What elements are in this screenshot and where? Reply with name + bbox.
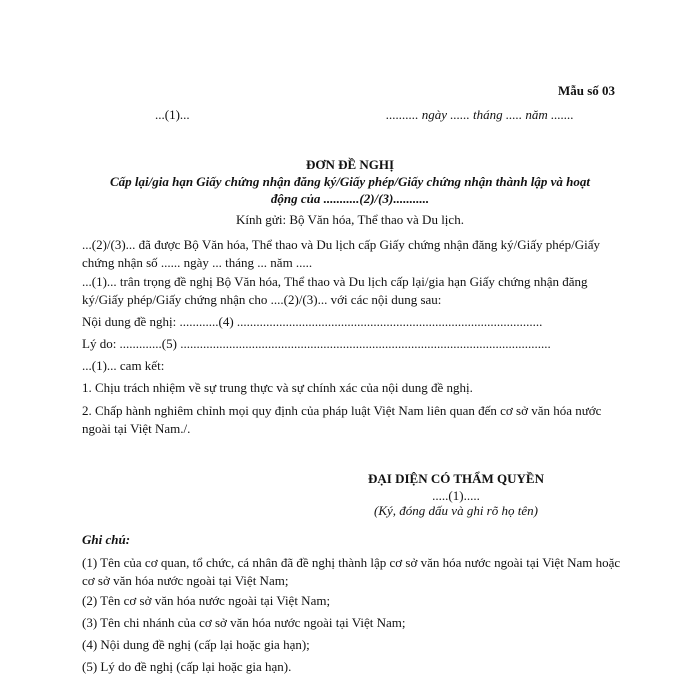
content-requested-line: Nội dung đề nghị: ............(4) .............................................................................................. <box>82 314 543 329</box>
commitment-item-1: 1. Chịu trách nhiệm về sự trung thực và sự chính xác của nội dung đề nghị. <box>82 380 473 395</box>
commitment-intro: ...(1)... cam kết: <box>82 358 165 373</box>
document-title: ĐƠN ĐỀ NGHỊ <box>305 157 395 172</box>
paragraph-request: ...(1)... trân trọng đề nghị Bộ Văn hóa, Thể thao và Du lịch cấp lại/gia hạn Giấy chứng nhận đăng ký/Giấy phép/Giấy chứng nhận cho ....(2)/(3)... với các nội dung sau: <box>82 274 588 307</box>
recipient: Kính gửi: Bộ Văn hóa, Thể thao và Du lịch. <box>236 212 464 227</box>
reason-line: Lý do: .............(5) .................................................................................................................. <box>82 336 551 351</box>
signature-placeholder: .....(1)..... <box>432 488 480 503</box>
document-subtitle-line2: động của ...........(2)/(3)........... <box>270 191 430 206</box>
paragraph-granted: ...(2)/(3)... đã được Bộ Văn hóa, Thể thao và Du lịch cấp Giấy chứng nhận đăng ký/Giấy phép/Giấy chứng nhận số ...... ngày ... tháng ... năm ..... <box>82 237 600 270</box>
note-item-5: (5) Lý do đề nghị (cấp lại hoặc gia hạn). <box>82 659 292 674</box>
notes-heading: Ghi chú: <box>82 532 131 547</box>
note-item-3: (3) Tên chi nhánh của cơ sở văn hóa nước ngoài tại Việt Nam; <box>82 615 406 630</box>
org-placeholder: ...(1)... <box>155 107 190 122</box>
signature-title: ĐẠI DIỆN CÓ THẨM QUYỀN <box>368 471 544 486</box>
note-item-2: (2) Tên cơ sở văn hóa nước ngoài tại Việt Nam; <box>82 593 331 608</box>
note-item-4: (4) Nội dung đề nghị (cấp lại hoặc gia hạn); <box>82 637 310 652</box>
form-number: Mẫu số 03 <box>558 83 616 98</box>
commitment-item-2: 2. Chấp hành nghiêm chỉnh mọi quy định của pháp luật Việt Nam liên quan đến cơ sở văn hóa nước ngoài tại Việt Nam./. <box>82 403 602 436</box>
document-subtitle-line1: Cấp lại/gia hạn Giấy chứng nhận đăng ký/Giấy phép/Giấy chứng nhận thành lập và hoạt <box>109 174 591 189</box>
date-line: .......... ngày ...... tháng ..... năm ....... <box>386 107 574 122</box>
signature-instruction: (Ký, đóng dấu và ghi rõ họ tên) <box>374 503 538 518</box>
note-item-1: (1) Tên của cơ quan, tổ chức, cá nhân đã đề nghị thành lập cơ sở văn hóa nước ngoài tại Việt Nam hoặc cơ sở văn hóa nước ngoài tại Việt Nam; <box>82 555 621 588</box>
